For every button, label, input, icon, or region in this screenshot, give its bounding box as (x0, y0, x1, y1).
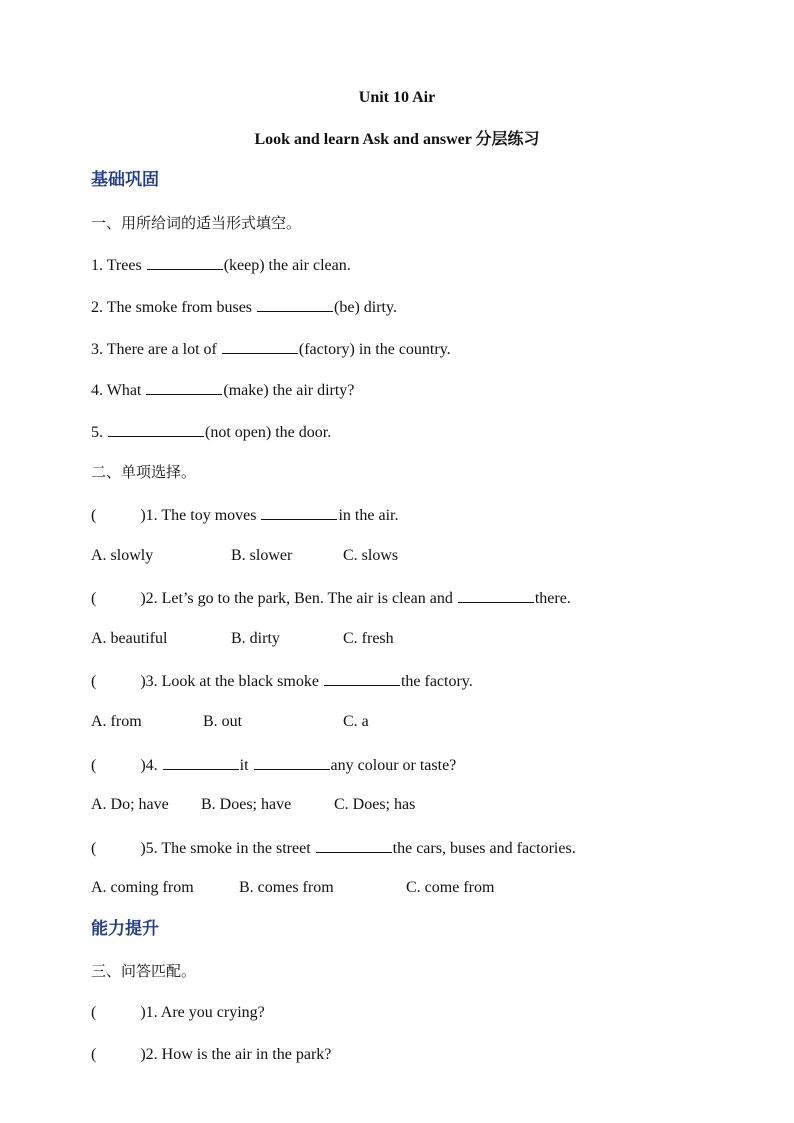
answer-blank[interactable] (254, 754, 330, 770)
answer-blank[interactable] (147, 254, 223, 270)
question-text: it (239, 757, 253, 774)
answer-paren-close: ) (140, 757, 146, 774)
fill-item-text: 5. (91, 424, 107, 441)
choice-question-1 (91, 504, 398, 526)
part1-heading: 一、用所给词的适当形式填空。 (91, 214, 302, 232)
question-text: the cars, buses and factories. (392, 840, 576, 857)
choice-question-3 (91, 670, 473, 692)
option-a: A. slowly (91, 547, 154, 564)
fill-item-text: 3. There are a lot of (91, 341, 221, 358)
fill-item-text: (make) the air dirty? (223, 382, 355, 399)
option-b: B. slower (231, 547, 293, 564)
fill-item-2 (91, 296, 397, 318)
fill-item-4 (91, 379, 354, 401)
option-a: A. from (91, 713, 142, 730)
page-subtitle: Look and learn Ask and answer 分层练习 (254, 131, 540, 148)
section-advanced: 能力提升 (91, 919, 159, 939)
option-a: A. beautiful (91, 630, 168, 647)
answer-blank[interactable] (146, 379, 222, 395)
option-b: B. comes from (239, 879, 334, 896)
answer-blank[interactable] (458, 587, 534, 603)
answer-paren-close: ) (140, 673, 146, 690)
answer-paren-open: ( (91, 590, 97, 607)
option-c: C. fresh (343, 630, 394, 647)
fill-item-text: (keep) the air clean. (223, 257, 351, 274)
question-text: any colour or taste? (330, 757, 457, 774)
fill-item-text: (factory) in the country. (298, 341, 451, 358)
answer-paren-close: ) (140, 840, 146, 857)
answer-paren-close: ) (140, 590, 146, 607)
question-text: in the air. (338, 507, 399, 524)
fill-item-text: 1. Trees (91, 257, 146, 274)
option-c: C. a (343, 713, 369, 730)
page-title: Unit 10 Air (358, 89, 436, 106)
fill-item-5 (91, 421, 331, 443)
fill-item-text: (not open) the door. (205, 424, 332, 441)
fill-item-text: 2. The smoke from buses (91, 299, 257, 316)
match-item-1 (91, 1003, 265, 1023)
answer-paren-open: ( (91, 507, 97, 524)
answer-blank[interactable] (257, 296, 333, 312)
answer-blank[interactable] (163, 754, 239, 770)
question-text: 1. Are you crying? (145, 1004, 265, 1021)
answer-blank[interactable] (261, 504, 337, 520)
option-a: A. Do; have (91, 796, 169, 813)
question-text: 2. Let’s go to the park, Ben. The air is clean and (145, 590, 457, 607)
option-c: C. slows (343, 547, 399, 564)
match-item-2 (91, 1045, 331, 1065)
question-text: the factory. (400, 673, 473, 690)
choice-question-5 (91, 837, 576, 859)
fill-item-text: (be) dirty. (334, 299, 397, 316)
option-c: C. Does; has (334, 796, 416, 813)
answer-paren-open: ( (91, 757, 97, 774)
option-b: B. out (203, 713, 243, 730)
question-text: 2. How is the air in the park? (145, 1046, 332, 1063)
question-text: 4. (145, 757, 162, 774)
fill-item-1 (91, 254, 351, 276)
answer-blank[interactable] (316, 837, 392, 853)
option-b: B. Does; have (201, 796, 292, 813)
answer-blank[interactable] (222, 338, 298, 354)
fill-item-text: 4. What (91, 382, 146, 399)
section-basic: 基础巩固 (91, 170, 159, 190)
answer-paren-close: ) (140, 1046, 146, 1063)
question-text: 1. The toy moves (145, 507, 261, 524)
option-c: C. come from (406, 879, 495, 896)
part3-heading: 三、问答匹配。 (91, 962, 197, 980)
option-b: B. dirty (231, 630, 280, 647)
answer-paren-close: ) (140, 1004, 146, 1021)
answer-paren-close: ) (140, 507, 146, 524)
choice-question-4 (91, 754, 456, 776)
choice-question-2 (91, 587, 571, 609)
question-text: 5. The smoke in the street (145, 840, 315, 857)
answer-blank[interactable] (108, 421, 204, 437)
part2-heading: 二、单项选择。 (91, 463, 197, 481)
answer-paren-open: ( (91, 673, 97, 690)
answer-paren-open: ( (91, 1046, 97, 1063)
question-text: 3. Look at the black smoke (145, 673, 323, 690)
fill-item-3 (91, 338, 451, 360)
answer-paren-open: ( (91, 840, 97, 857)
answer-blank[interactable] (324, 670, 400, 686)
answer-paren-open: ( (91, 1004, 97, 1021)
question-text: there. (534, 590, 571, 607)
option-a: A. coming from (91, 879, 194, 896)
